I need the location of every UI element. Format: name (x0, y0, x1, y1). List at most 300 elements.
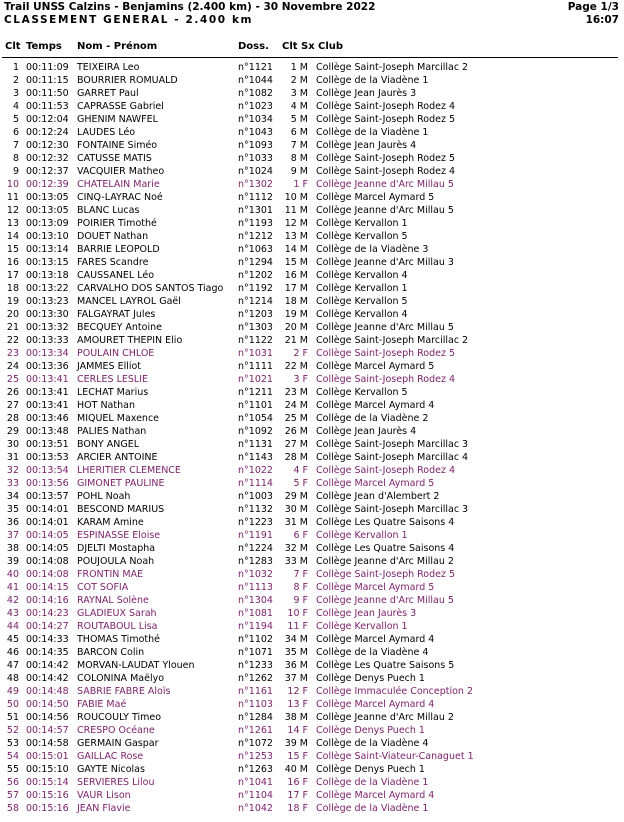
club-name: Collège Kervallon 5 (316, 231, 408, 242)
runner-name: FONTAINE Siméo (77, 140, 158, 151)
category-rank: 18 F (287, 803, 308, 814)
result-time: 00:14:42 (26, 673, 69, 684)
dossard-number: n°1284 (238, 712, 273, 723)
category-rank: 10 F (287, 608, 308, 619)
dossard-number: n°1043 (238, 127, 273, 138)
result-rank: 8 (12, 153, 19, 164)
club-name: Collège Saint-Joseph Rodez 4 (316, 166, 456, 177)
result-time: 00:15:16 (26, 803, 69, 814)
club-name: Collège Saint-Joseph Rodez 5 (316, 114, 456, 125)
category-rank: 5 M (290, 114, 308, 125)
club-name: Collège Kervallon 4 (316, 270, 408, 281)
result-rank: 13 (6, 218, 19, 229)
club-name: Collège Kervallon 5 (316, 387, 408, 398)
runner-name: ESPINASSE Eloise (77, 530, 161, 541)
result-time: 00:13:41 (26, 374, 69, 385)
category-rank: 17 F (287, 790, 308, 801)
result-rank: 16 (6, 257, 19, 268)
page-number: Page 1/3 (567, 1, 619, 13)
category-rank: 37 M (284, 673, 308, 684)
table-row (0, 633, 624, 646)
result-time: 00:12:39 (26, 179, 69, 190)
dossard-number: n°1033 (238, 153, 273, 164)
club-name: Collège Kervallon 1 (316, 530, 408, 541)
table-row (0, 646, 624, 659)
club-name: Collège Denys Puech 1 (316, 725, 425, 736)
runner-name: GLADIEUX Sarah (77, 608, 157, 619)
dossard-number: n°1193 (238, 218, 273, 229)
table-row (0, 373, 624, 386)
club-name: Collège de la Viadène 3 (316, 244, 429, 255)
result-rank: 1 (12, 62, 19, 73)
table-row (0, 503, 624, 516)
print-time: 16:07 (585, 14, 619, 26)
category-rank: 6 M (290, 127, 308, 138)
category-rank: 24 M (284, 400, 308, 411)
result-rank: 12 (6, 205, 19, 216)
runner-name: ARCIER ANTOINE (77, 452, 158, 463)
club-name: Collège Saint-Joseph Rodez 5 (316, 569, 456, 580)
club-name: Collège Saint-Joseph Marcillac 2 (316, 62, 469, 73)
category-rank: 27 M (284, 439, 308, 450)
result-time: 00:13:46 (26, 413, 69, 424)
club-name: Collège Jeanne d'Arc Millau 5 (316, 595, 454, 606)
table-row (0, 607, 624, 620)
club-name: Collège Jean Jaurès 3 (316, 88, 417, 99)
table-row (0, 347, 624, 360)
club-name: Collège Saint-Viateur-Canaguet 1 (316, 751, 474, 762)
dossard-number: n°1253 (238, 751, 273, 762)
table-row (0, 802, 624, 815)
result-time: 00:15:01 (26, 751, 69, 762)
result-rank: 34 (6, 491, 19, 502)
dossard-number: n°1112 (238, 192, 273, 203)
result-rank: 5 (12, 114, 19, 125)
club-name: Collège Marcel Aymard 5 (316, 478, 435, 489)
result-time: 00:12:30 (26, 140, 69, 151)
table-row (0, 490, 624, 503)
result-rank: 17 (6, 270, 19, 281)
category-rank: 17 M (284, 283, 308, 294)
runner-name: BECQUEY Antoine (77, 322, 162, 333)
category-rank: 5 F (293, 478, 308, 489)
club-name: Collège Les Quatre Saisons 5 (316, 660, 455, 671)
result-rank: 47 (6, 660, 19, 671)
club-name: Collège de la Viadène 4 (316, 647, 429, 658)
dossard-number: n°1304 (238, 595, 273, 606)
table-row (0, 204, 624, 217)
header-divider (2, 57, 618, 58)
category-rank: 28 M (284, 452, 308, 463)
result-rank: 7 (12, 140, 19, 151)
club-name: Collège Jeanne d'Arc Millau 3 (316, 257, 454, 268)
result-time: 00:13:56 (26, 478, 69, 489)
runner-name: FABIE Maé (77, 699, 127, 710)
table-row (0, 568, 624, 581)
result-rank: 40 (6, 569, 19, 580)
club-name: Collège Kervallon 1 (316, 621, 408, 632)
result-rank: 19 (6, 296, 19, 307)
club-name: Collège de la Viadène 1 (316, 127, 429, 138)
result-time: 00:13:51 (26, 439, 69, 450)
runner-name: CRESPO Océane (77, 725, 155, 736)
dossard-number: n°1072 (238, 738, 273, 749)
category-rank: 16 F (287, 777, 308, 788)
result-rank: 22 (6, 335, 19, 346)
table-row (0, 542, 624, 555)
result-rank: 18 (6, 283, 19, 294)
category-rank: 2 M (290, 75, 308, 86)
club-name: Collège Kervallon 1 (316, 283, 408, 294)
column-header-club: Club (318, 41, 344, 52)
column-header-dossard: Doss. (238, 41, 269, 52)
result-time: 00:14:08 (26, 569, 69, 580)
result-rank: 15 (6, 244, 19, 255)
club-name: Collège de la Viadène 1 (316, 75, 429, 86)
result-time: 00:12:04 (26, 114, 69, 125)
dossard-number: n°1021 (238, 374, 273, 385)
result-time: 00:13:18 (26, 270, 69, 281)
club-name: Collège Saint-Joseph Marcillac 4 (316, 452, 469, 463)
table-row (0, 308, 624, 321)
runner-name: COT SOFIA (77, 582, 129, 593)
dossard-number: n°1024 (238, 166, 273, 177)
club-name: Collège Jean Jaurès 4 (316, 140, 417, 151)
column-header-row (0, 41, 624, 56)
club-name: Collège de la Viadène 4 (316, 738, 429, 749)
result-rank: 41 (6, 582, 19, 593)
club-name: Collège Kervallon 1 (316, 218, 408, 229)
runner-name: GHENIM NAWFEL (77, 114, 158, 125)
result-rank: 37 (6, 530, 19, 541)
runner-name: HOT Nathan (77, 400, 135, 411)
table-row (0, 74, 624, 87)
club-name: Collège Saint-Joseph Rodez 5 (316, 348, 456, 359)
dossard-number: n°1022 (238, 465, 273, 476)
runner-name: DJELTI Mostapha (77, 543, 156, 554)
category-rank: 36 M (284, 660, 308, 671)
dossard-number: n°1082 (238, 88, 273, 99)
result-time: 00:12:37 (26, 166, 69, 177)
runner-name: JEAN Flavie (77, 803, 131, 814)
result-rank: 3 (12, 88, 19, 99)
result-time: 00:15:14 (26, 777, 69, 788)
dossard-number: n°1131 (238, 439, 273, 450)
table-row (0, 256, 624, 269)
result-time: 00:13:57 (26, 491, 69, 502)
club-name: Collège Les Quatre Saisons 4 (316, 543, 455, 554)
category-rank: 23 M (284, 387, 308, 398)
result-rank: 28 (6, 413, 19, 424)
dossard-number: n°1034 (238, 114, 273, 125)
category-rank: 25 M (284, 413, 308, 424)
result-rank: 21 (6, 322, 19, 333)
result-rank: 48 (6, 673, 19, 684)
table-row (0, 87, 624, 100)
column-header-time: Temps (26, 41, 62, 52)
table-row (0, 763, 624, 776)
result-time: 00:13:22 (26, 283, 69, 294)
table-row (0, 412, 624, 425)
result-rank: 45 (6, 634, 19, 645)
dossard-number: n°1103 (238, 699, 273, 710)
table-row (0, 217, 624, 230)
dossard-number: n°1113 (238, 582, 273, 593)
runner-name: CAUSSANEL Léo (77, 270, 155, 281)
result-rank: 32 (6, 465, 19, 476)
dossard-number: n°1041 (238, 777, 273, 788)
table-row (0, 464, 624, 477)
result-rank: 53 (6, 738, 19, 749)
club-name: Collège Jeanne d'Arc Millau 5 (316, 322, 454, 333)
runner-name: BOURRIER ROMUALD (77, 75, 178, 86)
table-row (0, 529, 624, 542)
dossard-number: n°1042 (238, 803, 273, 814)
result-rank: 27 (6, 400, 19, 411)
table-row (0, 776, 624, 789)
result-rank: 52 (6, 725, 19, 736)
table-row (0, 243, 624, 256)
result-rank: 50 (6, 699, 19, 710)
runner-name: SABRIE FABRE Aloïs (77, 686, 171, 697)
category-rank: 13 M (284, 231, 308, 242)
report-subtitle: CLASSEMENT GENERAL - 2.400 km (4, 14, 254, 26)
category-rank: 7 M (290, 140, 308, 151)
club-name: Collège de la Viadène 1 (316, 777, 429, 788)
table-row (0, 282, 624, 295)
runner-name: GAILLAC Rose (77, 751, 144, 762)
category-rank: 4 M (290, 101, 308, 112)
dossard-number: n°1211 (238, 387, 273, 398)
category-rank: 40 M (284, 764, 308, 775)
result-time: 00:14:35 (26, 647, 69, 658)
dossard-number: n°1303 (238, 322, 273, 333)
table-row (0, 737, 624, 750)
runner-name: CERLES LESLIE (77, 374, 149, 385)
runner-name: CAPRASSE Gabriel (77, 101, 164, 112)
table-row (0, 477, 624, 490)
dossard-number: n°1224 (238, 543, 273, 554)
result-time: 00:13:30 (26, 309, 69, 320)
table-row (0, 555, 624, 568)
dossard-number: n°1214 (238, 296, 273, 307)
result-rank: 20 (6, 309, 19, 320)
runner-name: BARRIE LEOPOLD (77, 244, 160, 255)
runner-name: CINQ-LAYRAC Noé (77, 192, 163, 203)
club-name: Collège Jeanne d'Arc Millau 2 (316, 556, 454, 567)
runner-name: ROUTABOUL Lisa (77, 621, 158, 632)
result-rank: 35 (6, 504, 19, 515)
page-info (568, 1, 619, 27)
dossard-number: n°1102 (238, 634, 273, 645)
dossard-number: n°1192 (238, 283, 273, 294)
result-time: 00:13:33 (26, 335, 69, 346)
category-rank: 16 M (284, 270, 308, 281)
table-row (0, 698, 624, 711)
result-rank: 49 (6, 686, 19, 697)
result-rank: 26 (6, 387, 19, 398)
result-rank: 10 (6, 179, 19, 190)
club-name: Collège Immaculée Conception 2 (316, 686, 474, 697)
result-rank: 39 (6, 556, 19, 567)
category-rank: 6 F (293, 530, 308, 541)
club-name: Collège Denys Puech 1 (316, 673, 425, 684)
result-time: 00:15:10 (26, 764, 69, 775)
result-rank: 31 (6, 452, 19, 463)
result-rank: 54 (6, 751, 19, 762)
dossard-number: n°1143 (238, 452, 273, 463)
dossard-number: n°1263 (238, 764, 273, 775)
table-row (0, 750, 624, 763)
category-rank: 39 M (284, 738, 308, 749)
club-name: Collège Kervallon 5 (316, 296, 408, 307)
result-time: 00:13:41 (26, 400, 69, 411)
dossard-number: n°1283 (238, 556, 273, 567)
result-time: 00:12:32 (26, 153, 69, 164)
table-row (0, 672, 624, 685)
table-row (0, 152, 624, 165)
category-rank: 1 F (293, 179, 308, 190)
dossard-number: n°1161 (238, 686, 273, 697)
result-time: 00:11:50 (26, 88, 69, 99)
category-rank: 11 F (287, 621, 308, 632)
dossard-number: n°1093 (238, 140, 273, 151)
table-row (0, 230, 624, 243)
runner-name: CATUSSE MATIS (77, 153, 152, 164)
result-time: 00:11:53 (26, 101, 69, 112)
runner-name: GIMONET PAULINE (77, 478, 165, 489)
table-row (0, 139, 624, 152)
result-time: 00:14:56 (26, 712, 69, 723)
runner-name: MORVAN-LAUDAT Ylouen (77, 660, 195, 671)
club-name: Collège Denys Puech 1 (316, 764, 425, 775)
club-name: Collège Saint-Joseph Marcillac 2 (316, 335, 469, 346)
table-row (0, 711, 624, 724)
result-time: 00:14:33 (26, 634, 69, 645)
runner-name: POUJOULA Noah (77, 556, 155, 567)
dossard-number: n°1212 (238, 231, 273, 242)
result-time: 00:14:01 (26, 517, 69, 528)
club-name: Collège Jean Jaurès 3 (316, 608, 417, 619)
runner-name: LAUDES Léo (77, 127, 136, 138)
result-rank: 51 (6, 712, 19, 723)
dossard-number: n°1301 (238, 205, 273, 216)
dossard-number: n°1032 (238, 569, 273, 580)
dossard-number: n°1202 (238, 270, 273, 281)
dossard-number: n°1111 (238, 361, 273, 372)
dossard-number: n°1223 (238, 517, 273, 528)
runner-name: KARAM Amine (77, 517, 144, 528)
club-name: Collège Jeanne d'Arc Millau 2 (316, 712, 454, 723)
category-rank: 4 F (293, 465, 308, 476)
table-row (0, 399, 624, 412)
category-rank: 22 M (284, 361, 308, 372)
result-time: 00:13:09 (26, 218, 69, 229)
table-row (0, 594, 624, 607)
dossard-number: n°1294 (238, 257, 273, 268)
club-name: Collège Les Quatre Saisons 4 (316, 517, 455, 528)
result-time: 00:13:05 (26, 205, 69, 216)
dossard-number: n°1063 (238, 244, 273, 255)
runner-name: PALIES Nathan (77, 426, 147, 437)
runner-name: BONY ANGEL (77, 439, 140, 450)
dossard-number: n°1194 (238, 621, 273, 632)
table-row (0, 295, 624, 308)
category-rank: 14 M (284, 244, 308, 255)
result-rank: 6 (12, 127, 19, 138)
result-time: 00:13:15 (26, 257, 69, 268)
club-name: Collège Marcel Aymard 5 (316, 582, 435, 593)
result-rank: 38 (6, 543, 19, 554)
table-row (0, 386, 624, 399)
category-rank: 9 M (290, 166, 308, 177)
club-name: Collège Jeanne d'Arc Millau 5 (316, 205, 454, 216)
result-time: 00:11:15 (26, 75, 69, 86)
table-row (0, 425, 624, 438)
club-name: Collège Marcel Aymard 5 (316, 361, 435, 372)
result-time: 00:14:05 (26, 530, 69, 541)
category-rank: 12 F (287, 686, 308, 697)
runner-name: POHL Noah (77, 491, 131, 502)
result-rank: 9 (12, 166, 19, 177)
club-name: Collège Saint-Joseph Rodez 4 (316, 374, 456, 385)
dossard-number: n°1122 (238, 335, 273, 346)
result-rank: 43 (6, 608, 19, 619)
table-row (0, 113, 624, 126)
dossard-number: n°1023 (238, 101, 273, 112)
table-row (0, 659, 624, 672)
result-time: 00:14:58 (26, 738, 69, 749)
club-name: Collège Jeanne d'Arc Millau 5 (316, 179, 454, 190)
dossard-number: n°1031 (238, 348, 273, 359)
category-rank: 34 M (284, 634, 308, 645)
result-time: 00:14:42 (26, 660, 69, 671)
runner-name: BARCON Colin (77, 647, 145, 658)
category-rank: 14 F (287, 725, 308, 736)
runner-name: CHATELAIN Marie (77, 179, 160, 190)
result-time: 00:14:15 (26, 582, 69, 593)
result-time: 00:13:54 (26, 465, 69, 476)
table-row (0, 789, 624, 802)
dossard-number: n°1044 (238, 75, 273, 86)
result-time: 00:14:50 (26, 699, 69, 710)
result-time: 00:14:05 (26, 543, 69, 554)
table-row (0, 724, 624, 737)
club-name: Collège Marcel Aymard 4 (316, 400, 435, 411)
category-rank: 29 M (284, 491, 308, 502)
runner-name: DOUET Nathan (77, 231, 149, 242)
dossard-number: n°1081 (238, 608, 273, 619)
result-rank: 29 (6, 426, 19, 437)
dossard-number: n°1071 (238, 647, 273, 658)
category-rank: 31 M (284, 517, 308, 528)
category-rank: 20 M (284, 322, 308, 333)
table-row (0, 126, 624, 139)
runner-name: GERMAIN Gaspar (77, 738, 159, 749)
table-row (0, 191, 624, 204)
table-row (0, 269, 624, 282)
category-rank: 30 M (284, 504, 308, 515)
category-rank: 1 M (290, 62, 308, 73)
result-time: 00:14:16 (26, 595, 69, 606)
dossard-number: n°1302 (238, 179, 273, 190)
category-rank: 8 M (290, 153, 308, 164)
column-header-name: Nom - Prénom (77, 41, 158, 52)
club-name: Collège de la Viadène 1 (316, 803, 429, 814)
dossard-number: n°1003 (238, 491, 273, 502)
dossard-number: n°1261 (238, 725, 273, 736)
club-name: Collège de la Viadène 2 (316, 413, 429, 424)
